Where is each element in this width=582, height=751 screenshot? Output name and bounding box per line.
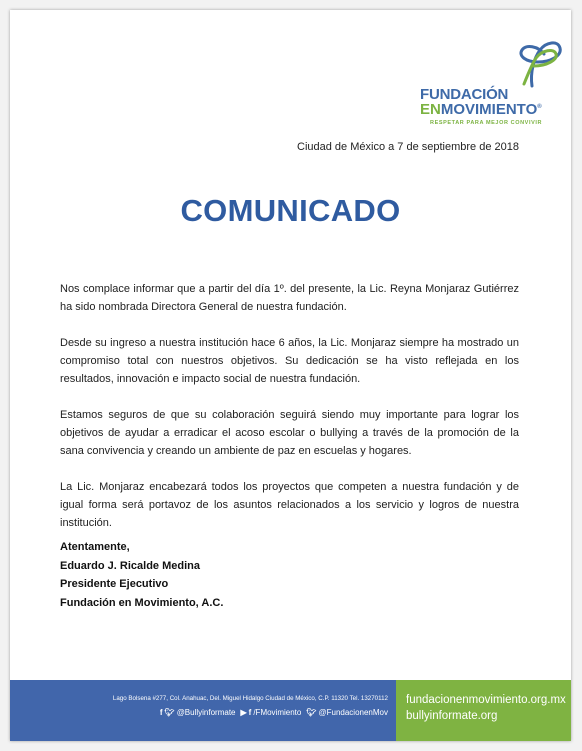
paragraph: Estamos seguros de que su colaboración seguirá siendo muy importante para lograr los objetivos de ayudar a erradicar el acoso escolar o bullying a través de la promoción de la sana convivencia y creando un ambiente de paz en escuelas y hogares. [60,409,519,457]
signature-role: Presidente Ejecutivo [60,578,169,590]
paragraph: Desde su ingreso a nuestra institución hace 6 años, la Lic. Monjaraz siempre ha mostrado un compromiso total con nuestros objetivos. Su dedicación se ha visto reflejada en los resultados, innovación e impacto social de nuestra fundación. [60,337,519,385]
website-link[interactable]: bullyinformate.org [406,710,498,722]
signature-name: Eduardo J. Ricalde Medina [60,559,200,572]
letter-page [10,10,571,741]
paragraph: La Lic. Monjaraz encabezará todos los proyectos que competen a nuestra fundación y de igual forma será portavoz de los asuntos relacionados a los servicio y logros de nuestra institución. [60,481,519,529]
logo-tagline: RESPETAR PARA MEJOR CONVIVIR [430,120,543,126]
logo-en: EN [420,101,441,118]
letter-body [60,280,519,550]
paragraph: Nos complace informar que a partir del día 1º. del presente, la Lic. Reyna Monjaraz Gutiérrez ha sido nombrada Directora General de nuestra fundación. [60,283,519,313]
ribbon-logo-icon [510,34,566,88]
social-handle: @Bullyinformate [176,708,236,717]
social-handle: /FMovimiento [253,708,302,717]
facebook-icon: f [248,708,252,717]
signature-block [60,538,223,612]
footer-sites-panel [396,680,571,741]
logo-title-line1: FUNDACIÓN [420,86,509,103]
facebook-icon: f [159,708,163,717]
twitter-icon: 🐦︎ [306,708,317,717]
footer [10,680,571,741]
logo [418,34,568,134]
logo-movimiento: MOVIMIENTO [440,101,538,118]
footer-contact-panel [10,680,396,741]
letter-date: Ciudad de México a 7 de septiembre de 2018 [297,141,519,153]
website-link[interactable]: fundacionenmovimiento.org.mx [406,694,566,706]
signature-org: Fundación en Movimiento, A.C. [60,596,224,609]
social-handle: @FundacionenMov [318,708,388,717]
social-bullyinformate[interactable] [160,708,236,717]
footer-social [160,708,388,717]
youtube-icon: ▶ [240,708,247,717]
footer-address: Lago Bolsena #277, Col. Anahuac, Del. Miguel Hidalgo Ciudad de México, C.P. 11320 Tel. 13270112 [112,695,388,702]
logo-registered: ® [537,104,542,110]
signature-closing: Atentamente, [60,541,130,553]
twitter-icon: 🐦︎ [164,708,175,717]
letter-title: COMUNICADO [180,193,401,228]
social-fundacionenmov[interactable] [306,708,388,717]
logo-title-line2 [420,101,542,118]
social-fmovimiento[interactable] [241,708,302,717]
footer-sites [406,692,566,724]
